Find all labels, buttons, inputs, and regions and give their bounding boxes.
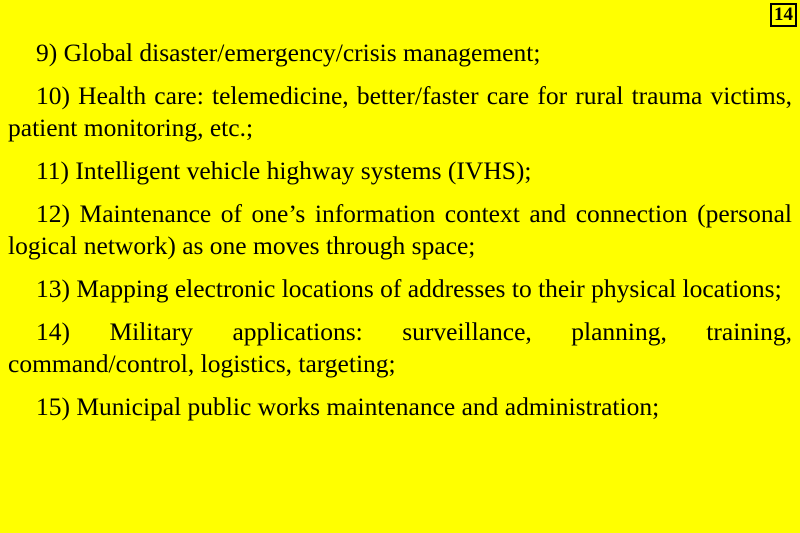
page-number: 14 — [770, 3, 797, 27]
list-item: 13) Mapping electronic locations of addresses to their physical locations; — [36, 274, 782, 303]
slide-body — [8, 37, 792, 434]
list-item: 11) Intelligent vehicle highway systems (IVHS); — [36, 156, 532, 185]
list-item: 9) Global disaster/emergency/crisis management; — [36, 38, 541, 67]
list-item: 12) Maintenance of one’s information context and connection (personal logical network) as one moves through space; — [8, 199, 792, 260]
list-item: 15) Municipal public works maintenance and administration; — [36, 392, 660, 421]
list-item: 10) Health care: telemedicine, better/faster care for rural trauma victims, patient monitoring, etc.; — [8, 81, 792, 142]
list-item: 14) Military applications: surveillance, planning, training, command/control, logistics, targeting; — [8, 317, 792, 378]
